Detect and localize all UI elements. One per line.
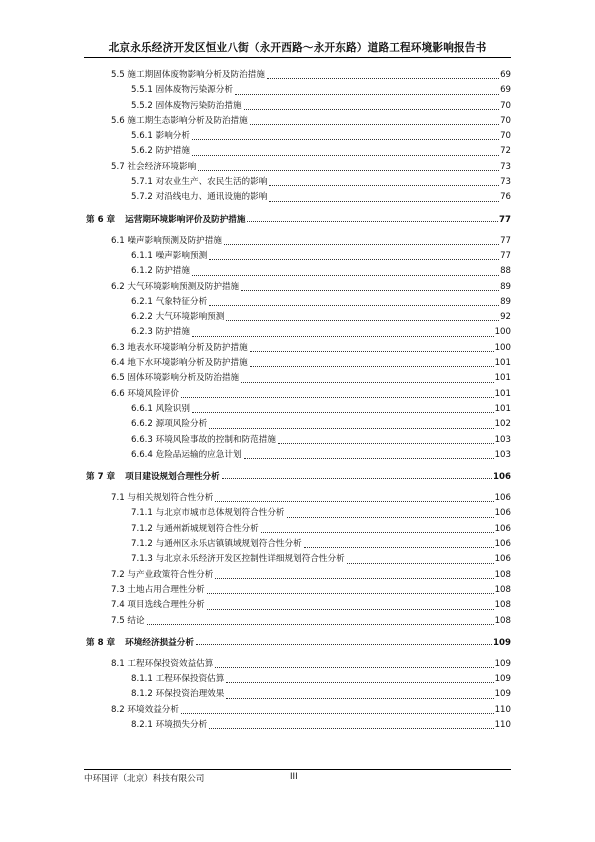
toc-page-number: 92: [500, 312, 511, 323]
toc-entry-number: 6.1.1: [131, 250, 153, 261]
toc-entry[interactable]: [84, 552, 511, 567]
toc-entry-number: 8.1.2: [131, 689, 153, 700]
toc-dot-leader: [147, 623, 494, 625]
toc-entry-text: 运营期环境影响评价及防护措施: [125, 214, 246, 225]
toc-entry-text: 地下水环境影响分析及防护措施: [127, 358, 248, 369]
toc-page-number: 100: [494, 327, 511, 338]
toc-entry-title: [111, 341, 248, 356]
toc-entry[interactable]: [84, 537, 511, 552]
toc-dot-leader: [209, 427, 493, 429]
toc-dot-leader: [192, 138, 499, 140]
toc-page-number: 110: [494, 704, 511, 715]
toc-entry-number: 5.7: [111, 161, 125, 172]
toc-page-number: 108: [494, 615, 511, 626]
toc-entry-title: [111, 568, 213, 583]
toc-entry-number: 6.2.3: [131, 327, 153, 338]
toc-entry-number: 7.5: [111, 615, 125, 626]
toc-entry-number: 7.1.3: [131, 554, 153, 565]
toc-entry-text: 噪声影响预测: [155, 250, 208, 261]
toc-dot-leader: [244, 108, 500, 110]
toc-dot-leader: [209, 258, 499, 260]
toc-entry-title: [131, 264, 190, 279]
toc-dot-leader: [181, 396, 494, 398]
toc-entry[interactable]: [84, 280, 511, 295]
toc-entry-text: 施工期固体废物影响分析及防治措施: [127, 70, 265, 80]
toc-entry-text: 环境风险评价: [127, 388, 179, 399]
toc-entry[interactable]: [84, 718, 511, 733]
toc-page-number: 101: [494, 388, 511, 399]
toc-page-number: 108: [494, 584, 511, 595]
toc-entry-title: [131, 83, 233, 98]
toc-entry-title: [131, 190, 267, 205]
toc-dot-leader: [261, 531, 494, 533]
toc-entry-title: [131, 552, 345, 567]
toc-entry-number: 5.6.2: [131, 146, 153, 157]
toc-entry-title: [111, 68, 265, 83]
toc-entry-text: 与通州新城规划符合性分析: [155, 523, 259, 534]
toc-entry-title: [111, 491, 213, 506]
toc-dot-leader: [215, 666, 493, 668]
toc-entry-text: 对沿线电力、通讯设施的影响: [155, 192, 268, 203]
toc-entry-title: [131, 295, 207, 310]
toc-entry-text: 大气环境影响预测及防护措施: [127, 281, 240, 292]
toc-page-number: 106: [494, 493, 511, 504]
toc-entry-text: 土地占用合理性分析: [127, 584, 205, 595]
toc-entry[interactable]: [84, 160, 511, 175]
toc-entry-number: 6.5: [111, 373, 125, 384]
toc-page-number: 69: [500, 85, 511, 96]
toc-entry-number: 6.1.2: [131, 266, 153, 277]
toc-entry-number: 6.2: [111, 281, 125, 292]
toc-page-number: 70: [500, 131, 511, 142]
toc-entry-title: [131, 249, 207, 264]
toc-entry-number: 6.1: [111, 235, 125, 246]
toc-entry-number: 第 7 章: [86, 472, 116, 483]
toc-entry[interactable]: [84, 325, 511, 340]
toc-entry-text: 环境经济损益分析: [125, 637, 194, 648]
toc-entry-text: 地表水环境影响分析及防护措施: [127, 342, 248, 353]
toc-entry-number: 6.4: [111, 358, 125, 369]
toc-entry-title: [131, 325, 190, 340]
toc-entry[interactable]: [84, 491, 511, 506]
toc-entry[interactable]: [84, 583, 511, 598]
toc-page-number: 106: [494, 508, 511, 519]
toc-entry-text: 项目选线合理性分析: [127, 600, 205, 611]
toc-page-number: 88: [500, 266, 511, 277]
toc-entry-text: 与相关规划符合性分析: [127, 493, 214, 504]
toc-entry[interactable]: [84, 83, 511, 98]
toc-dot-leader: [207, 608, 494, 610]
toc-entry-title: [131, 433, 276, 448]
toc-entry-title: [111, 387, 179, 402]
toc-dot-leader: [267, 77, 499, 79]
toc-entry-text: 固体废物污染源分析: [155, 85, 233, 96]
toc-entry-title: [131, 402, 190, 417]
toc-entry[interactable]: [84, 614, 511, 629]
toc-dot-leader: [247, 220, 498, 222]
toc-page-number: 70: [500, 115, 511, 126]
toc-entry-number: 7.1.2: [131, 539, 153, 550]
toc-dot-leader: [269, 184, 499, 186]
toc-page-number: 89: [500, 281, 511, 292]
toc-page-number: 101: [494, 403, 511, 414]
toc-entry-number: 6.3: [111, 342, 125, 353]
toc-entry-number: 6.2.2: [131, 312, 153, 323]
toc-page-number: 106: [494, 539, 511, 550]
toc-entry[interactable]: [84, 114, 511, 129]
toc-entry[interactable]: [84, 129, 511, 144]
toc-entry-number: 5.7.2: [131, 192, 153, 203]
toc-entry-text: 影响分析: [155, 131, 190, 142]
toc-dot-leader: [181, 712, 494, 714]
toc-page-number: 70: [500, 100, 511, 111]
toc-entry-number: 第 8 章: [86, 637, 116, 648]
footer-rule: [84, 769, 511, 770]
toc-dot-leader: [269, 200, 499, 202]
toc-page-number: 109: [494, 689, 511, 700]
toc-entry[interactable]: [84, 448, 511, 463]
toc-entry-title: [111, 280, 239, 295]
toc-entry[interactable]: [84, 99, 511, 114]
toc-page-number: 109: [494, 658, 511, 669]
toc-entry-number: 7.3: [111, 584, 125, 595]
toc-entry[interactable]: [84, 657, 511, 672]
toc-entry-text: 风险识别: [155, 403, 190, 414]
toc-entry-text: 与北京市城市总体规划符合性分析: [155, 508, 285, 519]
toc-entry-title: [131, 99, 242, 114]
toc-dot-leader: [192, 274, 499, 276]
toc-dot-leader: [347, 562, 494, 564]
toc-entry-text: 防护措施: [155, 266, 190, 277]
toc-entry-title: [131, 310, 224, 325]
toc-dot-leader: [226, 319, 499, 321]
toc-dot-leader: [244, 457, 494, 459]
toc-entry-text: 防护措施: [155, 146, 190, 157]
toc-entry-title: [131, 687, 224, 702]
toc-page-number: 73: [500, 161, 511, 172]
toc-entry-text: 工程环保投资效益估算: [127, 658, 214, 669]
toc-entry[interactable]: [84, 522, 511, 537]
toc-entry-text: 工程环保投资估算: [155, 674, 225, 685]
toc-entry-number: 5.5.2: [131, 100, 153, 111]
toc-dot-leader: [215, 577, 493, 579]
toc-entry-number: 7.1.2: [131, 523, 153, 534]
toc-entry-text: 环境损失分析: [155, 719, 208, 730]
toc-entry-title: [111, 614, 145, 629]
toc-dot-leader: [250, 350, 494, 352]
toc-entry-title: [131, 718, 207, 733]
toc-entry-number: 5.7.1: [131, 177, 153, 188]
toc-dot-leader: [192, 154, 499, 156]
toc-entry[interactable]: [84, 672, 511, 687]
toc-entry-number: 6.6.1: [131, 403, 153, 414]
toc-dot-leader: [226, 697, 493, 699]
toc-entry[interactable]: [84, 190, 511, 205]
toc-entry-title: [131, 506, 285, 521]
toc-entry-text: 环境效益分析: [127, 704, 179, 715]
toc-entry-title: [111, 160, 196, 175]
toc-entry-title: [111, 234, 222, 249]
toc-dot-leader: [241, 381, 493, 383]
toc-entry-title: [131, 537, 302, 552]
toc-chapter-entry[interactable]: [84, 629, 511, 657]
toc-dot-leader: [241, 289, 499, 291]
toc-page-number: 109: [493, 637, 511, 648]
toc-entry-title: [111, 657, 213, 672]
toc-entry-title: [86, 206, 245, 234]
toc-dot-leader: [278, 442, 494, 444]
toc-entry-number: 6.6: [111, 388, 125, 399]
toc-dot-leader: [287, 516, 494, 518]
toc-entry[interactable]: [84, 264, 511, 279]
toc-entry-text: 噪声影响预测及防护措施: [127, 235, 222, 246]
toc-entry[interactable]: [84, 295, 511, 310]
toc-entry-title: [86, 463, 220, 491]
toc-dot-leader: [192, 335, 494, 337]
toc-entry-text: 项目建设规划合理性分析: [125, 472, 220, 483]
toc-page-number: 100: [494, 342, 511, 353]
toc-entry-number: 7.1.1: [131, 508, 153, 519]
toc-page-number: 73: [500, 177, 511, 188]
toc-dot-leader: [196, 643, 492, 645]
toc-page-number: 109: [494, 674, 511, 685]
toc-entry[interactable]: [84, 175, 511, 190]
toc-chapter-entry[interactable]: [84, 463, 511, 491]
toc-page-number: 106: [494, 554, 511, 565]
toc-page-number: 103: [494, 434, 511, 445]
toc-entry-text: 与北京永乐经济开发区控制性详细规划符合性分析: [155, 554, 345, 565]
toc-entry[interactable]: [84, 371, 511, 386]
toc-entry-text: 环保投资治理效果: [155, 689, 225, 700]
toc-entry[interactable]: [84, 687, 511, 702]
toc-entry-text: 对农业生产、农民生活的影响: [155, 177, 268, 188]
toc-entry-text: 源项风险分析: [155, 419, 208, 430]
toc-entry-number: 8.2: [111, 704, 125, 715]
toc-entry-title: [111, 114, 248, 129]
toc-entry-number: 7.1: [111, 493, 125, 504]
toc-entry-text: 与产业政策符合性分析: [127, 569, 214, 580]
toc-entry[interactable]: [84, 568, 511, 583]
toc-entry-title: [131, 522, 259, 537]
toc-entry-number: 6.6.3: [131, 434, 153, 445]
toc-entry[interactable]: [84, 506, 511, 521]
toc-page-number: 77: [500, 235, 511, 246]
toc-entry-title: [131, 175, 267, 190]
toc-page-number: 108: [494, 569, 511, 580]
toc-dot-leader: [250, 365, 494, 367]
table-of-contents: [84, 68, 511, 733]
toc-dot-leader: [222, 477, 492, 479]
toc-entry-title: [131, 672, 224, 687]
toc-entry-title: [111, 356, 248, 371]
toc-entry-text: 结论: [127, 615, 145, 626]
toc-entry-number: 6.6.2: [131, 419, 153, 430]
toc-dot-leader: [226, 681, 493, 683]
toc-entry[interactable]: [84, 417, 511, 432]
toc-entry-title: [86, 629, 194, 657]
toc-page-number: 108: [494, 600, 511, 611]
toc-page-number: 106: [494, 523, 511, 534]
toc-dot-leader: [304, 546, 494, 548]
toc-dot-leader: [235, 93, 499, 95]
toc-dot-leader: [215, 500, 493, 502]
toc-page-number: 101: [494, 373, 511, 384]
toc-entry[interactable]: [84, 703, 511, 718]
toc-dot-leader: [209, 304, 499, 306]
toc-entry-number: 5.5: [111, 70, 125, 80]
toc-entry[interactable]: [84, 68, 511, 83]
toc-entry-number: 5.6: [111, 115, 125, 126]
toc-entry[interactable]: [84, 310, 511, 325]
toc-entry-title: [111, 583, 205, 598]
toc-dot-leader: [224, 243, 499, 245]
footer-page-number: III: [290, 772, 298, 782]
toc-entry-title: [131, 144, 190, 159]
toc-entry-number: 6.6.4: [131, 449, 153, 460]
toc-entry-number: 8.1: [111, 658, 125, 669]
toc-entry-title: [131, 448, 242, 463]
toc-entry-number: 7.4: [111, 600, 125, 611]
toc-entry[interactable]: [84, 249, 511, 264]
toc-page-number: 101: [494, 358, 511, 369]
toc-entry-number: 第 6 章: [86, 214, 116, 225]
toc-entry[interactable]: [84, 433, 511, 448]
toc-dot-leader: [198, 169, 499, 171]
toc-entry-number: 5.6.1: [131, 131, 153, 142]
toc-page-number: 72: [500, 146, 511, 157]
toc-entry-number: 5.5.1: [131, 85, 153, 96]
toc-entry-text: 危险品运输的应急计划: [155, 449, 242, 460]
toc-page-number: 110: [494, 719, 511, 730]
toc-page-number: 77: [499, 214, 511, 225]
toc-page-number: 76: [500, 192, 511, 203]
toc-entry[interactable]: [84, 387, 511, 402]
toc-entry-title: [131, 129, 190, 144]
toc-entry-title: [131, 417, 207, 432]
toc-entry-text: 与通州区永乐店镇镇域规划符合性分析: [155, 539, 302, 550]
toc-entry-number: 7.2: [111, 569, 125, 580]
toc-page-number: 77: [500, 250, 511, 261]
toc-entry[interactable]: [84, 341, 511, 356]
toc-entry[interactable]: [84, 598, 511, 613]
toc-entry-text: 气象特征分析: [155, 296, 208, 307]
toc-entry-number: 6.2.1: [131, 296, 153, 307]
toc-page-number: 103: [494, 449, 511, 460]
toc-entry[interactable]: [84, 144, 511, 159]
toc-entry-number: 8.2.1: [131, 719, 153, 730]
toc-page-number: 106: [493, 472, 511, 483]
toc-dot-leader: [192, 411, 494, 413]
toc-page-number: 102: [494, 419, 511, 430]
toc-dot-leader: [250, 123, 499, 125]
toc-entry[interactable]: [84, 234, 511, 249]
toc-entry-text: 固体废物污染防治措施: [155, 100, 242, 111]
toc-entry-text: 环境风险事故的控制和防范措施: [155, 434, 276, 445]
toc-entry-text: 防护措施: [155, 327, 190, 338]
toc-page-number: 69: [500, 70, 511, 80]
footer-company: 中环国评（北京）科技有限公司: [84, 774, 205, 784]
toc-entry-title: [111, 703, 179, 718]
toc-page-number: 89: [500, 296, 511, 307]
toc-entry-number: 8.1.1: [131, 674, 153, 685]
header-rule: [84, 57, 511, 58]
page-header-title: 北京永乐经济开发区恒业八街（永开西路～永开东路）道路工程环境影响报告书: [108, 42, 487, 54]
toc-entry[interactable]: [84, 402, 511, 417]
toc-entry[interactable]: [84, 356, 511, 371]
toc-chapter-entry[interactable]: [84, 206, 511, 234]
toc-dot-leader: [209, 727, 493, 729]
toc-entry-title: [111, 598, 205, 613]
toc-dot-leader: [207, 592, 494, 594]
toc-entry-text: 社会经济环境影响: [127, 161, 197, 172]
toc-entry-text: 施工期生态影响分析及防治措施: [127, 115, 248, 126]
toc-entry-text: 固体环境影响分析及防治措施: [127, 373, 240, 384]
toc-entry-text: 大气环境影响预测: [155, 312, 225, 323]
toc-entry-title: [111, 371, 239, 386]
